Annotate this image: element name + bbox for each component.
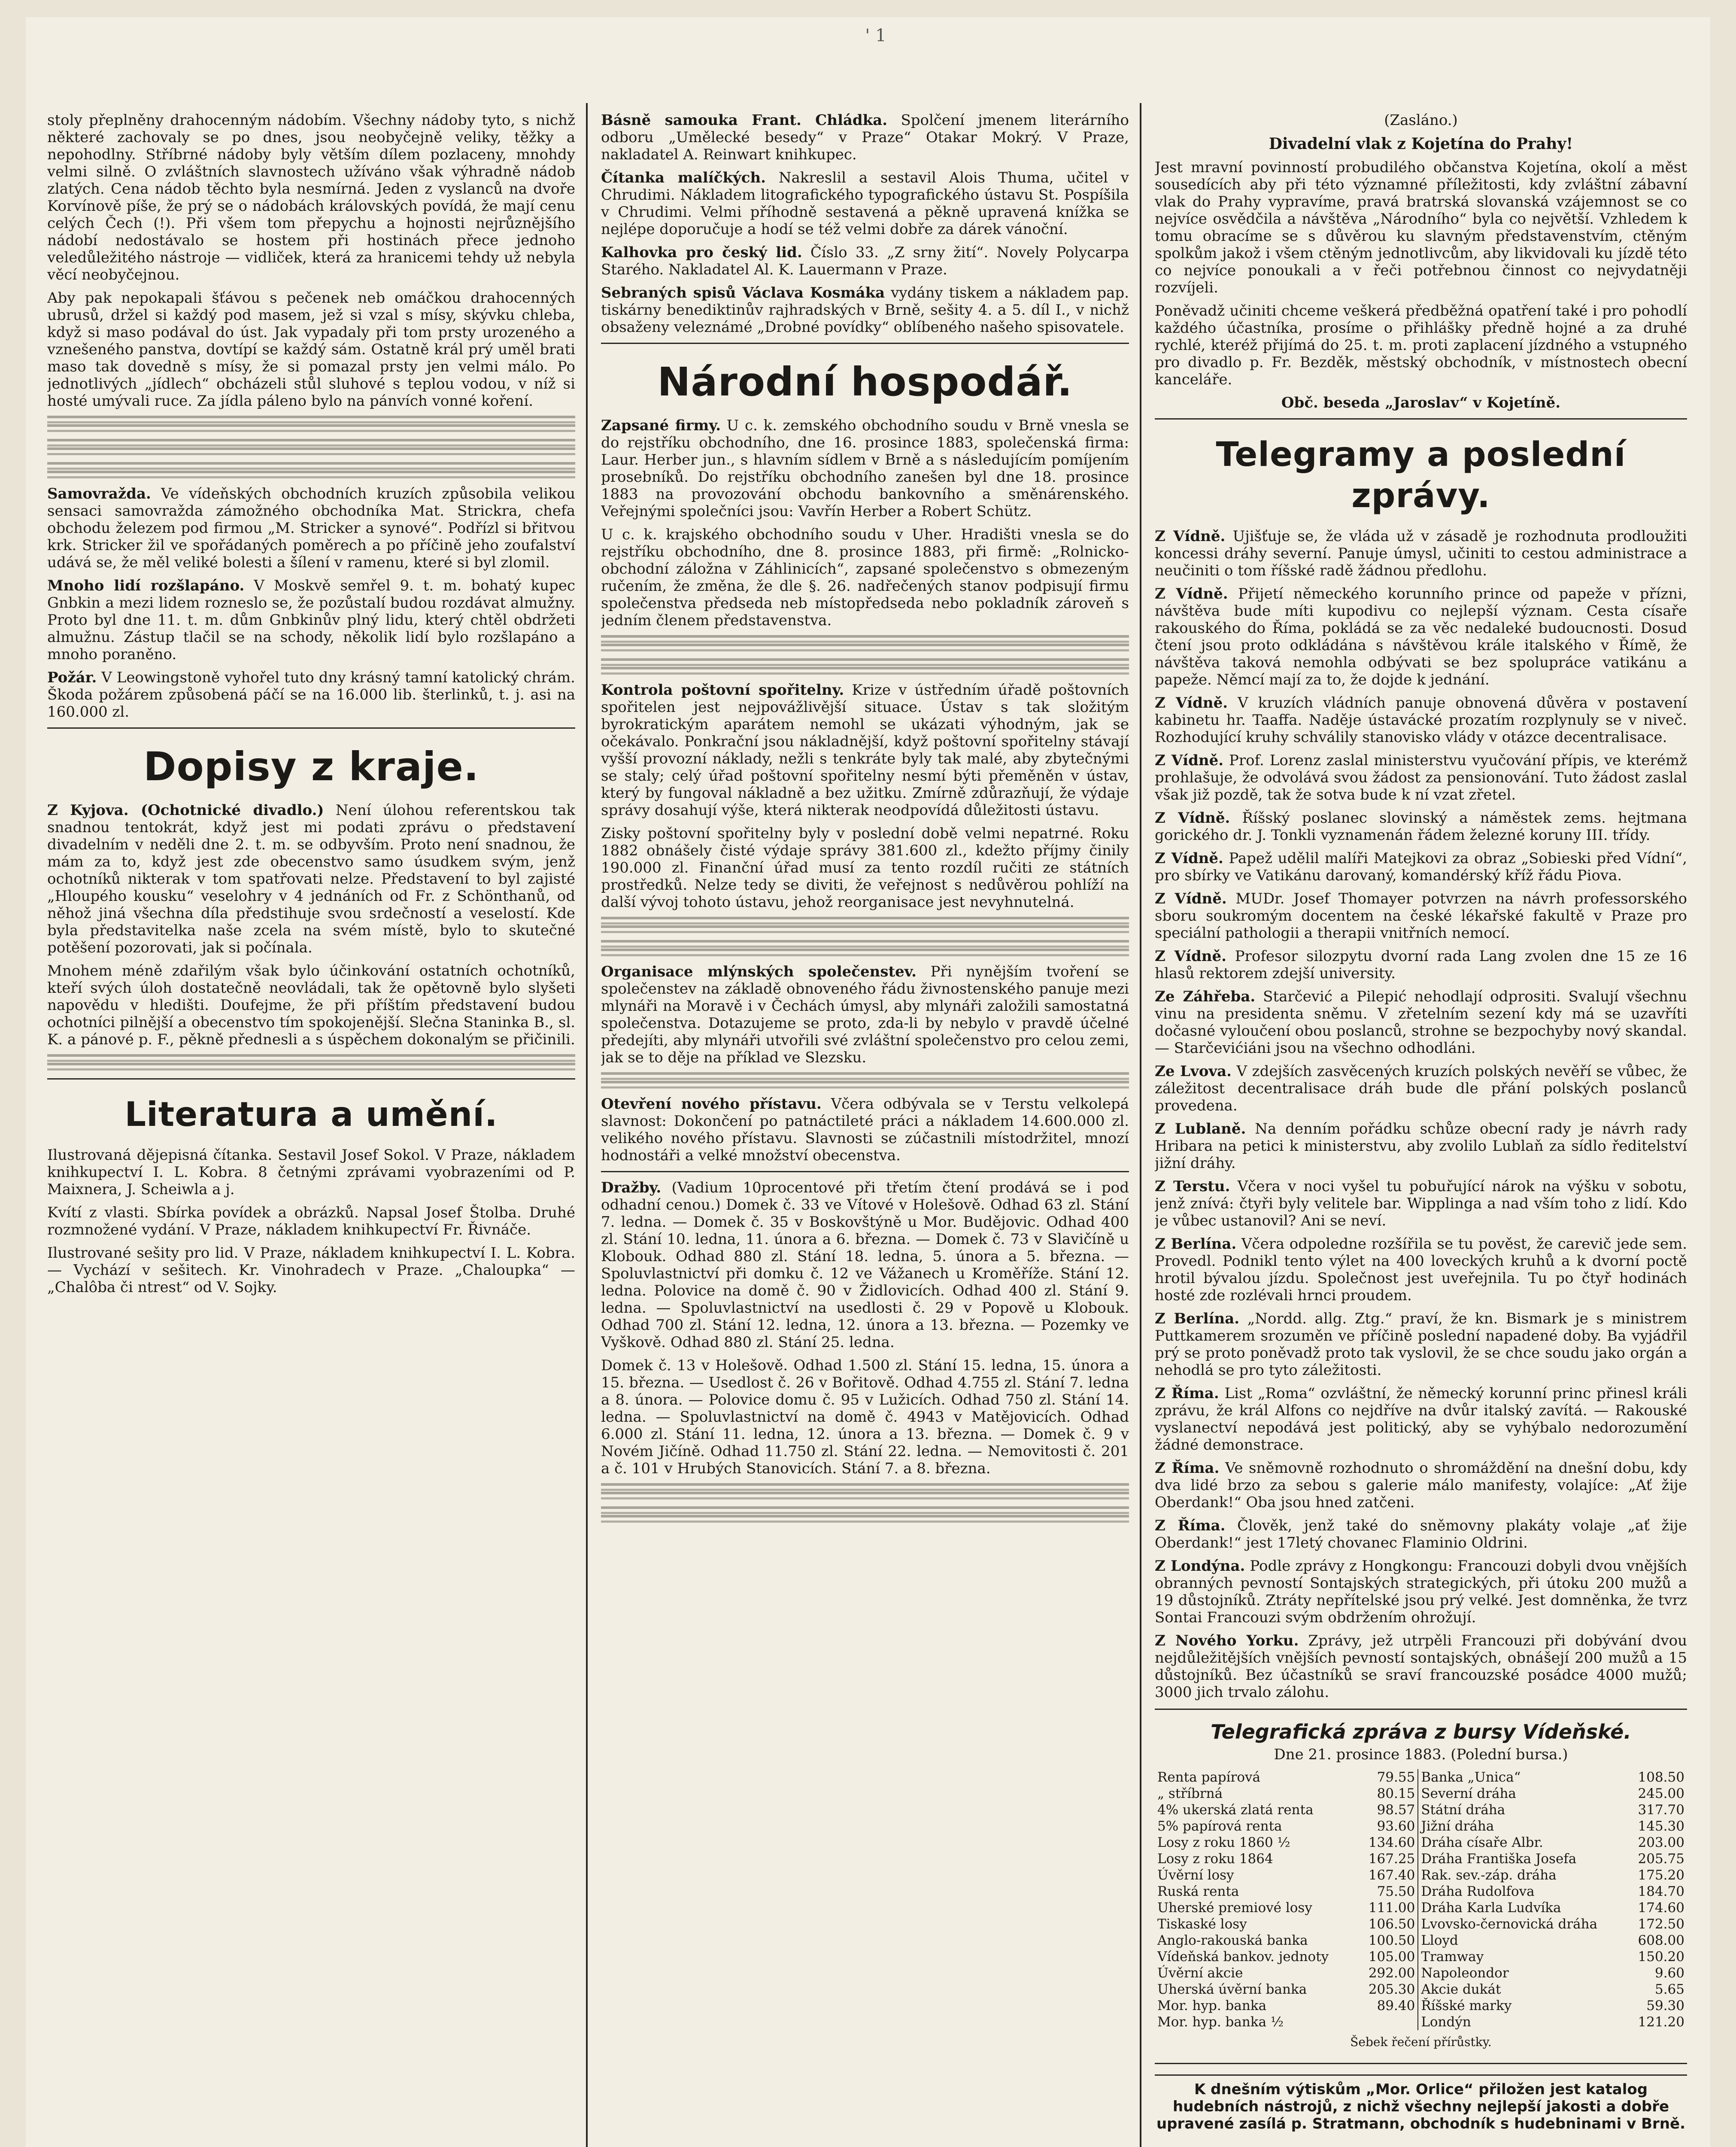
telegram-text: Profesor silozpytu dvorní rada Lang zvolen dne 15 ze 16 hlasů rektorem zdejší university. xyxy=(1155,948,1687,982)
telegram-place: Z Londýna. xyxy=(1155,1557,1245,1575)
bursa-name: Napoleondor xyxy=(1418,1965,1627,1981)
illegible-text-block xyxy=(601,917,1129,934)
telegram-item xyxy=(1155,948,1687,982)
bursa-name: Dráha Karla Ludvíka xyxy=(1418,1900,1627,1916)
telegram-item xyxy=(1155,1632,1687,1701)
bursa-value: 175.20 xyxy=(1638,1867,1684,1883)
advertisement-notice: K dnešním výtiskům „Mor. Orlice“ přiložen jest katalog hudebních nástrojů, z nichž všechny nejlepší jakosti a dobře upravené zasílá p. Stratmann, obchodník s hudebninami v Brně. xyxy=(1155,2074,1687,2132)
illegible-text-block xyxy=(601,1072,1129,1089)
column-rule xyxy=(586,103,588,2147)
telegram-text: Podle zprávy z Hongkongu: Francouzi dobyli dvou vnějších obranných pevností Sontajských strategických, při útoku 200 mužů a 19 důstojníků. Ztráty nepřítelské jsou prý velké. Jest domněnka, že tvrz Sontai Francouzi svým obdržením ohrožují. xyxy=(1155,1557,1687,1626)
telegram-text: Včera odpoledne rozšířila se tu pověst, že carevič jede sem. Provedl. Podnikl tento výlet na 400 loveckých kruhů a k dvorní poctě hrotil bývalou jízdu. Společnost jest uveřejnila. Tu po čtyř hodinách hosté zde rozlévali hrnci proudem. xyxy=(1155,1235,1687,1304)
telegram-place: Z Vídně. xyxy=(1155,528,1226,545)
bursa-row xyxy=(1155,1883,1687,1900)
bursa-value: 145.30 xyxy=(1638,1819,1684,1834)
bursa-value xyxy=(1358,2014,1418,2030)
telegram-text: Prof. Lorenz zaslal ministerstvu vyučování přípis, ve kterémž prohlašuje, že odvolává svou žádost za pensionování. Tuto žádost zaslal však již pozdě, tak že sotva bude k ní vzat zřetel. xyxy=(1155,752,1687,803)
bursa-row xyxy=(1155,1932,1687,1949)
bursa-value: 203.00 xyxy=(1638,1835,1684,1850)
telegram-text: List „Roma“ ozvláštní, že německý korunní princ přinesl králi zprávu, že král Alfons co nejdříve na dvůr italský zavítá. — Rakouské vyslanectví nepodává jest politický, aby se vyhýbalo nedorozumění žádné demonstrace. xyxy=(1155,1385,1687,1454)
bursa-value: 184.70 xyxy=(1638,1884,1684,1899)
telegram-place: Z Vídně. xyxy=(1155,694,1228,712)
section-divider xyxy=(601,343,1129,344)
bursa-row xyxy=(1155,1834,1687,1851)
bursa-name: Jižní dráha xyxy=(1418,1818,1627,1834)
bursa-name: Lvovsko-černovická dráha xyxy=(1418,1916,1627,1932)
article-paragraph: U c. k. krajského obchodního soudu v Uher. Hradišti vnesla se do rejstříku obchodního, dne 8. prosince 1883, při firmě: „Rolnicko-obchodní záložna v Záhlinicích“, zapsané společenstvo s obmezeným ručením, že změna, že dle §. 26. nadřečených stanov podpisují firmu společenstva předseda neb místopředseda nebo pokladník zároveň s jedním členem představenstva. xyxy=(601,526,1129,629)
column-rule xyxy=(1140,103,1141,2147)
news-item-text: Spolčení jmenem literárního odboru „Umělecké besedy“ v Praze“ Otakar Mokrý. V Praze, nakladatel A. Reinwart knihkupec. xyxy=(601,112,1129,163)
bursa-name: Renta papírová xyxy=(1157,1770,1261,1785)
telegram-item xyxy=(1155,1063,1687,1114)
bursa-row xyxy=(1155,1785,1687,1802)
telegram-place: Z Vídně. xyxy=(1155,890,1227,907)
bursa-name: Úvěrní akcie xyxy=(1157,1965,1243,1981)
section-divider xyxy=(47,727,575,729)
bursa-title: Telegrafická zpráva z bursy Vídeňské. xyxy=(1211,1720,1631,1743)
section-title-dopisy: Dopisy z kraje. xyxy=(143,744,479,790)
bursa-row xyxy=(1155,1900,1687,1916)
column-1 xyxy=(47,112,575,2147)
news-item xyxy=(47,485,575,571)
column-2 xyxy=(601,112,1129,2147)
section-title-narodni-hospodar: Národní hospodář. xyxy=(657,359,1073,405)
news-item-head: Požár. xyxy=(47,669,97,686)
article-paragraph: Aby pak nepokapali šťávou s pečenek neb omáčkou drahocenných ubrusů, držel si každý pod masem, jež si vzal s mísy, skývku chleba, když si maso podával do úst. Jak vypadaly při tom prsty urozeného a vznešeného panstva, dovtípí se každý sám. Ostatně král prý uměl brati maso tak dovedně s mísy, že si pomazal prsty jen velmi málo. Po jednotlivých „jídlech“ obcházeli stůl sluhové s teplou vodou, v níž si hosté umývali ruce. Za jídla páleno bylo na pánvích vonné koření. xyxy=(47,289,575,410)
bursa-name: Vídeňská bankov. jednoty xyxy=(1157,1949,1329,1965)
bursa-value: 134.60 xyxy=(1368,1835,1415,1850)
telegram-text: MUDr. Josef Thomayer potvrzen na návrh professorského sboru soukromým docentem na české lékařské fakultě v Praze pro speciální pathologii a therapii vnitřních nemocí. xyxy=(1155,890,1687,942)
telegram-place: Z Nového Yorku. xyxy=(1155,1632,1299,1649)
news-item-head: Čítanka malíčkých. xyxy=(601,169,766,186)
news-item-head: Z Kyjova. (Ochotnické divadlo.) xyxy=(47,802,324,819)
news-item xyxy=(601,244,1129,278)
bursa-name: Uherská úvěrní banka xyxy=(1157,1982,1307,1997)
news-item-head: Dražby. xyxy=(601,1179,662,1196)
telegram-place: Z Vídně. xyxy=(1155,585,1228,602)
news-item xyxy=(601,417,1129,520)
telegram-item xyxy=(1155,752,1687,803)
telegram-text: V kruzích vládních panuje obnovená důvěra v postavení kabinetu hr. Taaffa. Naděje ústavácké prozatím rozplynuly se v niveč. Rozhodující kruhy schválily stanovisko vlády v otázce decentralisace. xyxy=(1155,694,1687,746)
bursa-box xyxy=(1155,1709,1687,2064)
bursa-name: Londýn xyxy=(1418,2014,1627,2030)
bursa-value: 75.50 xyxy=(1377,1884,1415,1899)
section-title-telegramy: Telegramy a poslední zprávy. xyxy=(1216,435,1626,515)
news-item xyxy=(601,112,1129,163)
news-item xyxy=(601,1095,1129,1164)
bursa-row xyxy=(1155,1851,1687,1867)
illegible-text-block xyxy=(601,940,1129,957)
news-item-text: Při nynějším tvoření se společenstev na základě obnoveného řádu živnostenského panuje mezi mlynáři na Moravě i v Čechách úmysl, aby mlynáři založili samostatná společenstva. Dotazujeme se proto, zda-li by nebylo v pravdě účelné předejíti, aby mlynáři utvořili své zvláštní společenstvo pro celou zemi, jak se to děje na příklad ve Slezsku. xyxy=(601,963,1129,1066)
bursa-value: 317.70 xyxy=(1638,1802,1684,1818)
illegible-text-block xyxy=(601,1483,1129,1500)
news-item-head: Samovražda. xyxy=(47,485,151,502)
newspaper-page xyxy=(26,17,1710,2147)
bursa-value: 79.55 xyxy=(1377,1770,1415,1785)
bursa-row xyxy=(1155,1965,1687,1981)
telegram-item xyxy=(1155,988,1687,1057)
news-item-head: Organisace mlýnských společenstev. xyxy=(601,963,917,980)
bursa-name: Tramway xyxy=(1418,1949,1627,1965)
news-item-head: Mnoho lidí rozšlapáno. xyxy=(47,577,245,594)
telegram-text: Starčević a Pilepić nehodlají odprositi. Svalují všechnu vinu na presidenta sněmu. V zřetelním sezení kdy má se uzavříti dočasné vyloučení obou poslanců, strohne se bezpochyby nový skandal. — Starčevićiáni jsou na všechno odhodláni. xyxy=(1155,988,1687,1057)
zaslano-signature: Obč. beseda „Jaroslav“ v Kojetíně. xyxy=(1281,394,1561,411)
bursa-name: Mor. hyp. banka xyxy=(1157,1998,1267,2013)
news-item-text: Nakreslil a sestavil Alois Thuma, učitel v Chrudimi. Nákladem litografického typografického ústavu St. Pospíšila v Chrudimi. Velmi příhodně sestavená a pěkně upravená knížka se nejlépe doporučuje a hodí se též velmi dobře za dárek vánoční. xyxy=(601,169,1129,238)
bursa-name: Losy z roku 1864 xyxy=(1157,1851,1273,1867)
telegram-text: Papež udělil malíři Matejkovi za obraz „Sobieski před Vídní“, pro sbírky ve Vatikánu darovaný, komandérský kříž řádu Piova. xyxy=(1155,850,1687,884)
news-item-text: Číslo 33. „Z srny žití“. Novely Polycarpa Starého. Nakladatel Al. K. Lauermann v Praze. xyxy=(601,244,1129,278)
telegram-text: Ujišťuje se, že vláda už v zásadě je rozhodnuta prodloužiti koncessi dráhy severní. Panuje úmysl, učiniti to cestou administrace a neučiniti o tom říšské radě žádnou předlohu. xyxy=(1155,528,1687,579)
bursa-value: 106.50 xyxy=(1368,1916,1415,1932)
news-item-text: Ve vídeňských obchodních kruzích způsobila velikou sensaci samovražda zámožného obchodníka Mat. Strickra, chefa obchodu železem pod firmou „M. Stricker a synové“. Podřízl si břitvou krk. Stricker žil ve spořádaných poměrech a po příčině jeho zoufalství udává se, že měl veliké bolesti a šílení v ramenu, které si byl zlomil. xyxy=(47,485,575,571)
news-item xyxy=(47,802,575,956)
news-item xyxy=(601,169,1129,238)
news-item-head: Kontrola poštovní spořitelny. xyxy=(601,681,844,699)
bursa-row xyxy=(1155,1916,1687,1932)
illegible-text-block xyxy=(47,439,575,456)
news-item-head: Sebraných spisů Václava Kosmáka xyxy=(601,284,885,301)
bursa-row xyxy=(1155,1867,1687,1883)
telegram-place: Z Vídně. xyxy=(1155,752,1224,769)
article-paragraph: Poněvadž učiniti chceme veškerá předběžná opatření také i pro pohodlí každého účastníka, prosíme o přihlášky předně hojné a za druhé rychlé, kteréž přijímá do 25. t. m. proti zaplacení jízdného a vstupného pro divadlo p. Fr. Bezděk, městský obchodník, v místnostech obecní kanceláře. xyxy=(1155,302,1687,388)
telegram-item xyxy=(1155,1460,1687,1511)
telegram-place: Z Říma. xyxy=(1155,1517,1226,1534)
news-item-text: Krize v ústředním úřadě poštovních spořitelen jest nejpovážlivější situace. Ústav s tak složitým byrokratickým aparátem nemohl se ukázati výhodným, jak se očekávalo. Ponkrační jsou nákladnější, když poštovní spořitelny stávají vyšší provozní náklady, nežli s tenkráte byly tak malé, aby zbytečnými se staly; celý úřad poštovní spořitelny nesmí býti přeměněn v ústav, který by fungoval nákladně a bez užitku. Zmírně zdůrazňují, že výdaje správy dosahují výše, která nikterak neodpovídá důležitosti ústavu. xyxy=(601,681,1129,819)
telegram-place: Z Berlína. xyxy=(1155,1235,1237,1253)
news-item-text: V Leowingstoně vyhořel tuto dny krásný tamní katolický chrám. Škoda požárem způsobená páčí se na 16.000 lib. šterlinků, t. j. asi na 160.000 zl. xyxy=(47,669,575,721)
telegram-item xyxy=(1155,1517,1687,1551)
telegram-text: Říšský poslanec slovinský a náměstek zems. hejtmana gorického dr. J. Tonkli vyznamenán řádem železné koruny III. třídy. xyxy=(1155,809,1687,844)
telegram-text: Člověk, jenž také do sněmovny plakáty volaje „ať žije Oberdank!“ jest 17letý chovanec Flaminio Oldrini. xyxy=(1155,1517,1687,1551)
bursa-name: 4% ukerská zlatá renta xyxy=(1157,1802,1314,1818)
zaslano-label: (Zasláno.) xyxy=(1384,112,1458,129)
news-item-head: Kalhovka pro český lid. xyxy=(601,244,802,261)
news-item xyxy=(601,1179,1129,1351)
bursa-value: 98.57 xyxy=(1377,1802,1415,1818)
bursa-value: 111.00 xyxy=(1368,1900,1415,1916)
bursa-value: 292.00 xyxy=(1368,1965,1415,1981)
article-paragraph: stoly přeplněny drahocenným nádobím. Všechny nádoby tyto, s nichž některé zachovaly se po dnes, jsou neobyčejně veliky, těžky a nepohodlny. Stříbrné nádoby byly větším dílem pozlaceny, mnohdy velmi silně. O zvláštních slavnostech užíváno však výhradně nádob zlatých. Cena nádob těchto byla nesmírná. Jeden z vyslanců na dvoře Korvínově píše, že prý se o nádobách královských povídá, že mají cenu celých Čech (!). Při všem tom přepychu a hojnosti nejrůznějšího nádobí nedostávalo se hostem při hostinách přece jednoho veledůležitého nástroje — vidliček, která za hranicemi tehdy už nebyla věcí neobyčejnou. xyxy=(47,112,575,283)
bursa-row xyxy=(1155,1802,1687,1818)
bursa-name: Lloyd xyxy=(1418,1932,1627,1949)
telegram-item xyxy=(1155,1120,1687,1172)
news-item-text: vydány tiskem a nákladem pap. tiskárny benediktinův rajhradských v Brně, sešity 4. a 5. díl I., v nichž obsaženy veleznámé „Drobné povídky“ oblíbeného našeho spisovatele. xyxy=(601,284,1129,336)
bursa-name: „ stříbrná xyxy=(1157,1786,1223,1801)
telegram-text: Na denním pořádku schůze obecní rady je návrh rady Hribara na petici k ministerstvu, aby zvolilo Lublaň za sídlo ředitelství jižní dráhy. xyxy=(1155,1120,1687,1172)
bursa-value: 89.40 xyxy=(1377,1998,1415,2013)
bursa-row xyxy=(1155,1818,1687,1834)
telegram-item xyxy=(1155,890,1687,942)
telegram-item xyxy=(1155,1557,1687,1626)
bursa-value: 100.50 xyxy=(1368,1933,1415,1948)
telegram-text: Ve sněmovně rozhodnuto o shromáždění na dnešní dobu, kdy dva lidé brzo za sebou s galerie málo manifesty, volajíce: „Ať žije Oberdank!“ Oba jsou hned zatčeni. xyxy=(1155,1460,1687,1511)
telegram-item xyxy=(1155,1178,1687,1229)
bursa-value: 172.50 xyxy=(1638,1916,1684,1932)
illegible-text-block xyxy=(47,416,575,433)
news-item-head: Otevření nového přístavu. xyxy=(601,1095,822,1113)
bursa-name: Anglo-rakouská banka xyxy=(1157,1933,1308,1948)
zaslano-title: Divadelní vlak z Kojetína do Prahy! xyxy=(1269,135,1573,153)
news-item xyxy=(47,669,575,721)
telegram-place: Z Terstu. xyxy=(1155,1178,1230,1195)
illegible-text-block xyxy=(601,658,1129,675)
bursa-name: 5% papírová renta xyxy=(1157,1819,1282,1834)
article-paragraph: Kvítí z vlasti. Sbírka povídek a obrázků. Napsal Josef Štolba. Druhé rozmnožené vydání. V Praze, nákladem knihkupectví Fr. Řivnáče. xyxy=(47,1204,575,1238)
telegram-item xyxy=(1155,850,1687,884)
telegram-list xyxy=(1155,528,1687,1701)
news-item xyxy=(47,577,575,663)
bursa-value: 9.60 xyxy=(1654,1965,1684,1981)
illegible-text-block xyxy=(601,1506,1129,1524)
news-item-text: (Vadium 10procentové při třetím čtení prodává se i pod odhadní cenou.) Domek č. 33 ve Vítové v Holešově. Odhad 63 zl. Stání 7. ledna. — Domek č. 35 v Boskovštýně u Mor. Budějovic. Odhad 400 zl. Stání 10. ledna, 11. února a 6. března. — Domek č. 73 v Slavičíně u Klobouk. Odhad 880 zl. Stání 18. ledna, 5. února a 5. března. — Spoluvlastnictví při domku č. 12 ve Vážanech u Kroměříže. Stání 12. ledna. Polovice na domě č. 90 v Židlovicích. Odhad 400 zl. Stání 9. ledna. — Spoluvlastnictví na usedlosti č. 29 v Popově u Klobouk. Odhad 700 zl. Stání 12. ledna, 12. února a 13. března. — Pozemky ve Vyškově. Odhad 880 zl. Stání 25. ledna. xyxy=(601,1179,1129,1351)
telegram-place: Ze Lvova. xyxy=(1155,1063,1232,1080)
telegram-item xyxy=(1155,694,1687,746)
bursa-value: 167.25 xyxy=(1368,1851,1415,1867)
news-item-head: Básně samouka Frant. Chládka. xyxy=(601,112,888,129)
bursa-name: Mor. hyp. banka ½ xyxy=(1157,2014,1284,2030)
news-item xyxy=(601,963,1129,1066)
telegram-text: Včera v noci vyšel tu pobuřující nárok na výšku v sobotu, jenž znívá: čtyři byly velitele bar. Wipplinga a nad vším toho z lidí. Kdo je vůbec ustanovil? Ani se neví. xyxy=(1155,1178,1687,1229)
bursa-value: 105.00 xyxy=(1368,1949,1415,1965)
news-item-head: Zapsané firmy. xyxy=(601,417,721,434)
bursa-value: 205.30 xyxy=(1368,1982,1415,1997)
bursa-value: 167.40 xyxy=(1368,1867,1415,1883)
bursa-value: 93.60 xyxy=(1377,1819,1415,1834)
telegram-place: Z Vídně. xyxy=(1155,948,1226,965)
bursa-name: Tiskaské losy xyxy=(1157,1916,1247,1932)
bursa-name: Státní dráha xyxy=(1418,1802,1627,1818)
bursa-name: Říšské marky xyxy=(1418,1998,1627,2014)
telegram-place: Z Říma. xyxy=(1155,1385,1219,1402)
bursa-name: Ruská renta xyxy=(1157,1884,1239,1899)
bursa-name: Banka „Unica“ xyxy=(1418,1769,1627,1785)
bursa-name: Akcie dukát xyxy=(1418,1981,1627,1998)
illegible-text-block xyxy=(47,1054,575,1071)
bursa-value: 80.15 xyxy=(1377,1786,1415,1801)
telegram-item xyxy=(1155,528,1687,579)
bursa-table xyxy=(1155,1769,1687,2030)
bursa-value: 245.00 xyxy=(1638,1786,1684,1801)
news-item-text: V Moskvě semřel 9. t. m. bohatý kupec Gnbkin a mezi lidem rozneslo se, že pozůstalí budou rozdávat almužny. Proto byl dne 11. t. m. dům Gnbkinův plný lidu, který chtěl obdržeti almužnu. Zástup tlačil se na schody, několik lidí bylo rozšlapáno a mnoho poraněno. xyxy=(47,577,575,663)
bursa-value: 608.00 xyxy=(1638,1933,1684,1948)
bursa-value: 205.75 xyxy=(1638,1851,1684,1867)
telegram-place: Z Vídně. xyxy=(1155,809,1230,827)
article-paragraph: Jest mravní povinností probudilého občanstva Kojetína, okolí a měst sousedících aby při této významné příležitosti, kdy zvláštní zábavní vlak do Prahy vypravíme, pravá bratrská slovanská vzájemnost se co nejvíce osvědčila a návštěva „Národního“ byla co největší. Vzhledem k tomu obracíme se s důvěrou ku slavným představenstvím, ctěným spolkům jakož i všem ctěným jednotlivcům, aby likvidovali ku jízdě této co nejvíce ponoukali a v řeči potřebnou činnost co nejvydatněji rozvíjeli. xyxy=(1155,159,1687,296)
illegible-text-block xyxy=(47,462,575,479)
telegram-item xyxy=(1155,1310,1687,1379)
section-divider xyxy=(1155,418,1687,420)
bursa-row xyxy=(1155,1981,1687,1998)
telegram-text: V zdejších zasvěcených kruzích polských nevěří se vůbec, že záležitost decentralisace dráh bude dle přání polských poslanců provedena. xyxy=(1155,1063,1687,1114)
telegram-place: Z Vídně. xyxy=(1155,850,1223,867)
article-paragraph: Zisky poštovní spořitelny byly v poslední době velmi nepatrné. Roku 1882 obnášely čisté výdaje správy 381.600 zl., kdežto příjmy činily 190.000 zl. Finanční úřad musí za tento rozdíl ručiti ze státních prostředků. Nelze tedy se diviti, že veřejnost s nedůvěrou pohlíží na další vývoj tohoto ústavu, jehož reorganisace jest nevyhnutelná. xyxy=(601,825,1129,911)
bursa-name: Dráha Rudolfova xyxy=(1418,1883,1627,1900)
telegram-place: Ze Záhřeba. xyxy=(1155,988,1256,1005)
telegram-text: „Nordd. allg. Ztg.“ praví, že kn. Bismark je s ministrem Puttkamerem srozuměn ve příčině poslední napadené doby. Ba vyjádřil prý se proto poněvadž proto tak vyslovil, že se chce soudu jako orgán a nehodlá se pro tyto záležitosti. xyxy=(1155,1310,1687,1379)
bursa-value: 108.50 xyxy=(1638,1770,1684,1785)
bursa-row xyxy=(1155,2014,1687,2030)
news-item-text: Není úlohou referentskou tak snadnou tentokrát, když jest mi podati zprávu o představení divadelním v neděli dne 2. t. m. se odbyvším. Proto není snadnou, že mám za to, když jest zde obecenstvo samo úsudkem svým, jenž ochotníků nikterak v tom spatřovati nelze. Představení to byl zajisté „Hloupého kousku“ veselohry v 4 jednáních od Fr. z Schönthanů, od něhož jiná všechna díla předstihuje svou srdečností a veselostí. Kde byla představitelka naše zcela na svém místě, bylo to skutečné potěšení pozorovati, jak si počínala. xyxy=(47,802,575,956)
telegram-item xyxy=(1155,1385,1687,1454)
bursa-row xyxy=(1155,1949,1687,1965)
bursa-value: 121.20 xyxy=(1638,2014,1684,2030)
bursa-value: 59.30 xyxy=(1646,1998,1684,2013)
bursa-row xyxy=(1155,1769,1687,1785)
bursa-name: Losy z roku 1860 ½ xyxy=(1157,1835,1290,1850)
article-paragraph: Ilustrované sešity pro lid. V Praze, nákladem knihkupectví I. L. Kobra. — Vychází v sešitech. Kr. Vinohradech v Praze. „Chaloupka“ — „Chalôba či ntrest“ od V. Sojky. xyxy=(47,1244,575,1296)
bursa-name: Úvěrní losy xyxy=(1157,1867,1234,1883)
illegible-text-block xyxy=(601,635,1129,652)
article-paragraph: Ilustrovaná dějepisná čítanka. Sestavil Josef Sokol. V Praze, nákladem knihkupectví I. L. Kobra. 8 četnými zprávami vyobrazeními od P. Maixnera, J. Scheiwla a j. xyxy=(47,1146,575,1198)
section-divider xyxy=(601,1171,1129,1172)
column-3 xyxy=(1155,112,1687,2147)
news-item-text: U c. k. zemského obchodního soudu v Brně vnesla se do rejstříku obchodního, dne 16. prosince 1883, společenská firma: Laur. Herber jun., s hlavním sídlem v Brně a s následujícím pomíjením prosebníků. Do rejstříku obchodního zanešen byl dne 18. prosince 1883 na provozování obchodu bankovního a směnárenského. Veřejnými společníci jsou: Vavřín Herber a Robert Schütz. xyxy=(601,417,1129,520)
bursa-row xyxy=(1155,1998,1687,2014)
telegram-text: Přijetí německého korunního prince od papeže v přízni, návštěva bude míti kupodivu co nejlepší význam. Cesta císaře rakouského do Říma, pokládá se za věc nedaleké budoucnosti. Dosud čtení jsou proto odkládána s návštěvou krále italského v Římě, že návštěva taková nemohla odbývati se bez spolupráce vatikánu a papeže. Němcí mají za to, že dojde k jednání. xyxy=(1155,585,1687,688)
telegram-item xyxy=(1155,809,1687,844)
news-item xyxy=(601,284,1129,336)
bursa-name: Dráha císaře Albr. xyxy=(1418,1834,1627,1851)
section-title-literatura: Literatura a umění. xyxy=(124,1095,498,1134)
telegram-place: Z Říma. xyxy=(1155,1460,1220,1477)
bursa-name: Uherské premiové losy xyxy=(1157,1900,1312,1916)
telegram-item xyxy=(1155,1235,1687,1304)
article-paragraph: Mnohem méně zdařilým však bylo účinkování ostatních ochotníků, kteří svých úloh dostatečně neovládali, tak že opětovně bylo slyšeti napovědu v hledišti. Doufejme, že při příštím představení budou ochotníci pilnější a obecenstvo tím spokojenější. Slečna Staninka B., sl. K. a pánové p. F., pěkně přednesli a s úspěchem dokonalým se přičinili. xyxy=(47,962,575,1048)
bursa-subtitle: Dne 21. prosince 1883. (Polední bursa.) xyxy=(1274,1746,1568,1763)
bursa-footnote: Šebek řečení přírůstky. xyxy=(1350,2035,1492,2049)
bursa-name: Rak. sev.-záp. dráha xyxy=(1418,1867,1627,1883)
bursa-value: 5.65 xyxy=(1654,1982,1684,1997)
bursa-name: Severní dráha xyxy=(1418,1785,1627,1802)
telegram-item xyxy=(1155,585,1687,688)
section-divider xyxy=(47,1078,575,1080)
telegram-place: Z Lublaně. xyxy=(1155,1120,1246,1137)
bursa-value: 174.60 xyxy=(1638,1900,1684,1916)
bursa-name: Dráha Františka Josefa xyxy=(1418,1851,1627,1867)
bursa-value: 150.20 xyxy=(1638,1949,1684,1965)
news-item xyxy=(601,681,1129,819)
page-top-mark: ' 1 xyxy=(865,26,886,46)
telegram-text: Zprávy, jež utrpěli Francouzi při dobývání dvou nejdůležitějších vnějších pevností sontajských, obnášejí 200 mužů a 15 důstojníků. Bez účastníků se sraví francouzské posádce 4000 mužů; 3000 jich trvalo zálohu. xyxy=(1155,1632,1687,1701)
news-item-text: Včera odbývala se v Terstu velkolepá slavnost: Dokončení po patnáctileté práci a nákladem 14.600.000 zl. velikého nového přístavu. Slavnosti se zúčastnili místodržitel, mnozí hodnostáři a velké množství obecenstva. xyxy=(601,1095,1129,1164)
article-paragraph: Domek č. 13 v Holešově. Odhad 1.500 zl. Stání 15. ledna, 15. února a 15. března. — Usedlost č. 26 v Bořitově. Odhad 4.755 zl. Stání 7. ledna a 8. února. — Polovice domu č. 95 v Lužicích. Odhad 750 zl. Stání 14. ledna. — Spoluvlastnictví na domě č. 4943 v Matějovicích. Odhad 6.000 zl. Stání 11. ledna, 12. února a 13. března. — Domek č. 9 v Novém Jičíně. Odhad 11.750 zl. Stání 22. ledna. — Nemovitosti č. 201 a č. 101 v Hrubých Stanovicích. Stání 7. a 8. března. xyxy=(601,1357,1129,1477)
telegram-place: Z Berlína. xyxy=(1155,1310,1240,1327)
